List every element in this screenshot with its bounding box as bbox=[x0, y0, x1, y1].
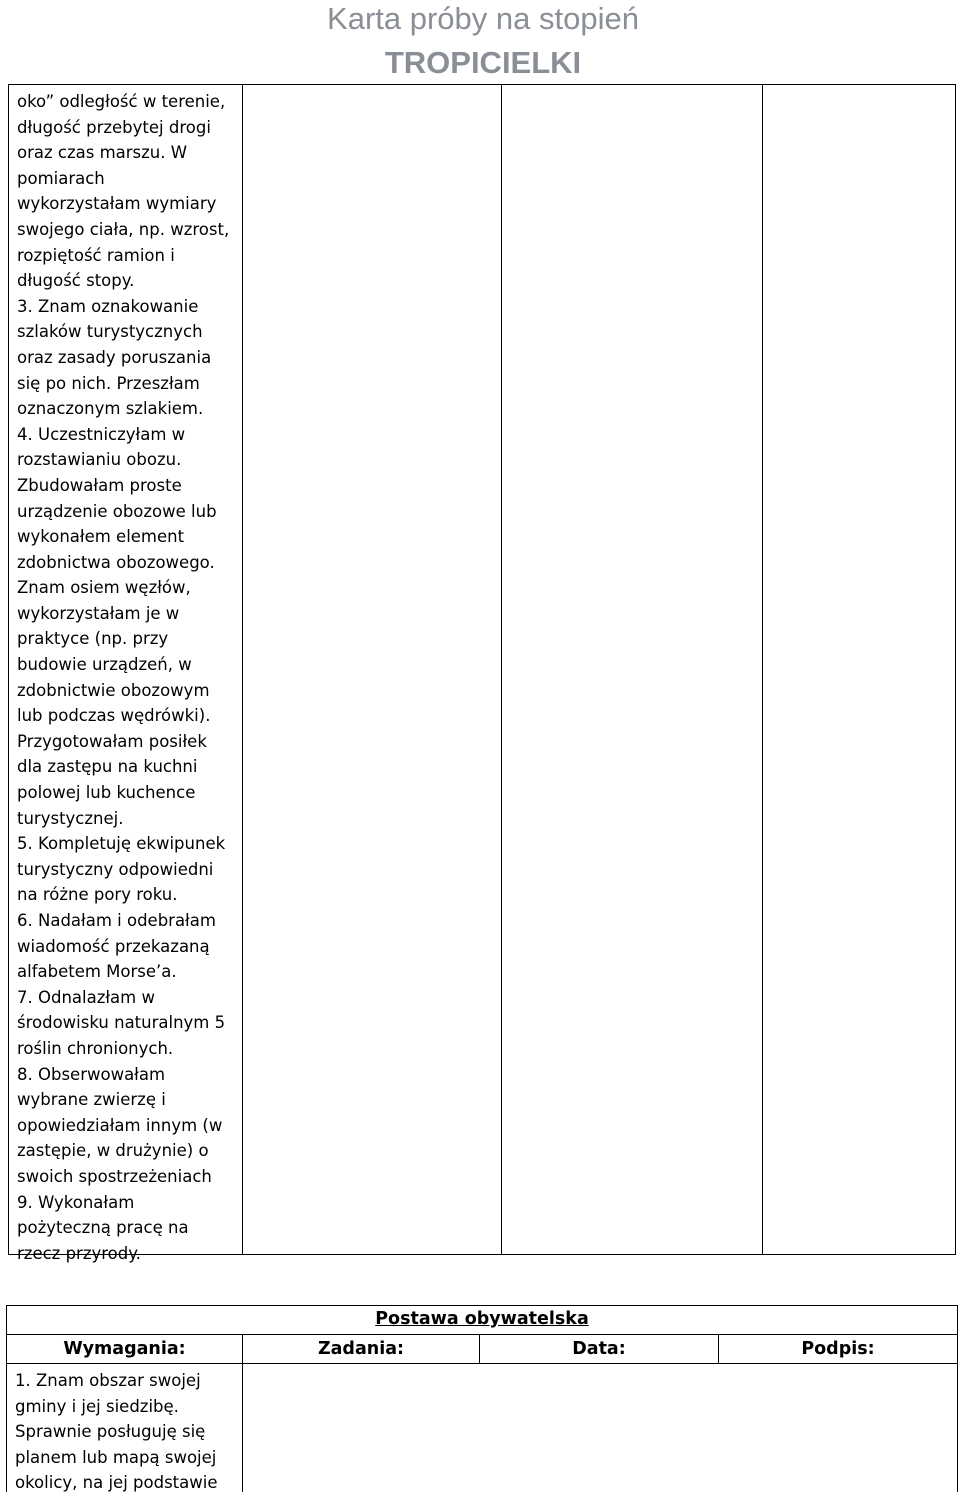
header-date: Data: bbox=[479, 1334, 719, 1364]
req1-line: oznaczonym szlakiem. bbox=[17, 399, 204, 419]
req1-line: długość przebytej drogi bbox=[17, 117, 211, 137]
req1-line: wykonałem element bbox=[17, 527, 185, 547]
tasks-area[interactable] bbox=[242, 1363, 958, 1492]
req1-line: zdobnictwie obozowym bbox=[17, 680, 210, 700]
req1-line: 6. Nadałam i odebrałam bbox=[17, 911, 216, 930]
req2-line: 1. Znam obszar swojej bbox=[15, 1371, 201, 1390]
page-subtitle: TROPICIELKI bbox=[384, 45, 582, 80]
req1-line: Przygotowałam posiłek bbox=[17, 731, 207, 751]
page-title: Karta próby na stopień bbox=[327, 1, 639, 36]
requirements-text-2 bbox=[15, 1368, 236, 1496]
req1-line: Znam osiem węzłów, bbox=[17, 578, 191, 598]
req1-line: wykorzystałam wymiary bbox=[17, 194, 217, 214]
req1-line: się po nich. Przeszłam bbox=[17, 373, 200, 393]
req1-line: swoich spostrzeżeniach bbox=[17, 1166, 212, 1186]
req1-line: swojego ciała, np. wzrost, bbox=[17, 219, 230, 239]
req1-line: pożyteczną pracę na bbox=[17, 1218, 189, 1238]
req1-line: opowiedziałam innym (w bbox=[17, 1115, 223, 1135]
requirements-cell bbox=[8, 84, 243, 1263]
req1-line: budowie urządzeń, w bbox=[17, 655, 192, 675]
header-tasks: Zadania: bbox=[242, 1334, 480, 1364]
header-signature: Podpis: bbox=[718, 1334, 958, 1364]
req1-line: oko” odległość w terenie, bbox=[17, 92, 226, 111]
requirements-cell-2 bbox=[6, 1363, 243, 1492]
req1-line: roślin chronionych. bbox=[17, 1038, 174, 1058]
req1-line: oraz zasady poruszania bbox=[17, 347, 212, 367]
header-requirements: Wymagania: bbox=[6, 1334, 243, 1364]
req1-line: praktyce (np. przy bbox=[17, 629, 169, 649]
requirements-text bbox=[17, 89, 236, 1266]
req1-line: wykorzystałam je w bbox=[17, 603, 180, 623]
req1-line: pomiarach bbox=[17, 168, 105, 188]
req2-line: gminy i jej siedzibę. bbox=[15, 1396, 179, 1416]
req1-line: zastępie, w drużynie) o bbox=[17, 1141, 209, 1161]
req1-line: rozpiętość ramion i bbox=[17, 245, 175, 265]
tasks-cell[interactable] bbox=[242, 84, 502, 1255]
req2-line: planem lub mapą swojej bbox=[15, 1447, 217, 1467]
req1-line: oraz czas marszu. W bbox=[17, 143, 188, 163]
req1-line: 5. Kompletuję ekwipunek bbox=[17, 834, 226, 854]
req1-line: szlaków turystycznych bbox=[17, 322, 203, 342]
req1-line: lub podczas wędrówki). bbox=[17, 706, 211, 726]
req1-line: urządzenie obozowe lub bbox=[17, 501, 217, 521]
req1-line: rzecz przyrody. bbox=[17, 1243, 141, 1263]
req1-line: 7. Odnalazłam w bbox=[17, 987, 155, 1007]
req2-line: okolicy, na jej podstawie bbox=[15, 1473, 218, 1493]
req1-line: alfabetem Morse’a. bbox=[17, 962, 177, 982]
req1-line: 4. Uczestniczyłam w bbox=[17, 424, 186, 444]
req1-line: turystyczny odpowiedni bbox=[17, 859, 214, 879]
req1-line: polowej lub kuchence bbox=[17, 783, 196, 803]
req1-line: rozstawianiu obozu. bbox=[17, 450, 182, 470]
req2-line: Sprawnie posługuję się bbox=[15, 1422, 206, 1442]
req1-line: 9. Wykonałam bbox=[17, 1192, 135, 1212]
section-title: Postawa obywatelska bbox=[6, 1305, 958, 1335]
req1-line: na różne pory roku. bbox=[17, 885, 178, 905]
req1-line: dla zastępu na kuchni bbox=[17, 757, 198, 777]
req1-line: 3. Znam oznakowanie bbox=[17, 296, 199, 316]
req1-line: 8. Obserwowałam bbox=[17, 1064, 166, 1084]
req1-line: wiadomość przekazaną bbox=[17, 936, 210, 956]
signature-cell[interactable] bbox=[762, 84, 956, 1255]
date-cell[interactable] bbox=[501, 84, 763, 1255]
req1-line: Zbudowałam proste bbox=[17, 475, 182, 495]
req1-line: długość stopy. bbox=[17, 271, 135, 291]
req1-line: środowisku naturalnym 5 bbox=[17, 1013, 226, 1033]
req1-line: turystycznej. bbox=[17, 808, 124, 828]
req1-line: zdobnictwa obozowego. bbox=[17, 552, 215, 572]
req1-line: wybrane zwierzę i bbox=[17, 1090, 166, 1110]
